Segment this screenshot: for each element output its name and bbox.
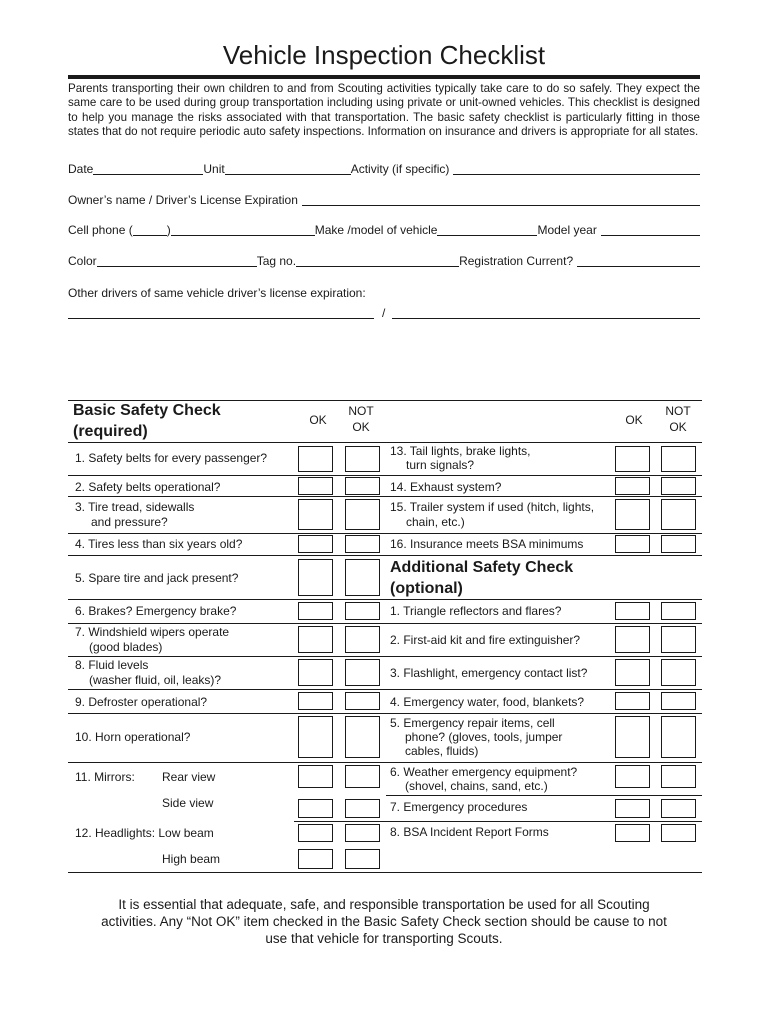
table-rule [68, 713, 702, 714]
tag-field[interactable] [296, 254, 459, 267]
check-item-label: 3. Tire tread, sidewalls [75, 500, 195, 514]
additional-section-subtitle: (optional) [390, 580, 463, 597]
check-item-label: and pressure? [91, 515, 168, 529]
check-item-label: 5. Emergency repair items, cell [390, 716, 555, 730]
right-not-ok-checkbox[interactable] [661, 477, 696, 495]
basic-not-ok-checkbox[interactable] [345, 692, 380, 710]
right-ok-checkbox[interactable] [615, 659, 650, 686]
tag-label: Tag no. [256, 254, 297, 268]
table-rule [68, 762, 702, 763]
basic-ok-checkbox[interactable] [298, 535, 333, 553]
basic-section-title: Basic Safety Check [73, 402, 221, 419]
other-driver-field[interactable] [68, 318, 374, 319]
basic-not-ok-checkbox[interactable] [345, 626, 380, 653]
right-ok-checkbox[interactable] [615, 499, 650, 530]
owner-field[interactable] [302, 193, 700, 206]
table-rule [68, 475, 702, 476]
registration-label: Registration Current? [459, 254, 574, 268]
basic-not-ok-checkbox[interactable] [345, 716, 380, 758]
basic-not-ok-checkbox[interactable] [345, 559, 380, 596]
check-item-label: 7. Emergency procedures [390, 800, 528, 814]
check-item-label: 4. Emergency water, food, blankets? [390, 695, 585, 709]
check-item-label: 6. Brakes? Emergency brake? [75, 604, 237, 618]
unit-field[interactable] [225, 162, 351, 175]
table-rule [68, 656, 702, 657]
check-item-label: 10. Horn operational? [75, 730, 191, 744]
table-rule [68, 689, 702, 690]
right-ok-checkbox[interactable] [615, 765, 650, 788]
color-label: Color [68, 254, 97, 268]
cell-field[interactable] [171, 223, 315, 236]
basic-ok-checkbox[interactable] [298, 499, 333, 530]
check-item-label: phone? (gloves, tools, jumper [405, 730, 563, 744]
table-rule [68, 555, 702, 556]
activity-label: Activity (if specific) [350, 162, 450, 176]
basic-ok-checkbox[interactable] [298, 659, 333, 686]
basic-ok-checkbox[interactable] [298, 626, 333, 653]
check-item-label: 11. Mirrors: [75, 770, 135, 784]
right-ok-checkbox[interactable] [615, 602, 650, 620]
basic-not-ok-checkbox[interactable] [345, 765, 380, 788]
check-item-label: 4. Tires less than six years old? [75, 537, 243, 551]
right-ok-checkbox[interactable] [615, 799, 650, 818]
check-item-label: 15. Trailer system if used (hitch, lights, [390, 500, 595, 514]
form-row-date [68, 160, 700, 176]
make-field[interactable] [437, 223, 537, 236]
check-item-label: 9. Defroster operational? [75, 695, 208, 709]
right-not-ok-checkbox[interactable] [661, 602, 696, 620]
basic-ok-checkbox[interactable] [298, 692, 333, 710]
basic-not-ok-checkbox[interactable] [345, 535, 380, 553]
form-row-color [68, 252, 700, 268]
right-not-ok-checkbox[interactable] [661, 535, 696, 553]
license-expiration-field[interactable] [392, 318, 700, 319]
area-code-field[interactable] [133, 223, 167, 236]
right-not-ok-checkbox[interactable] [661, 716, 696, 758]
check-item-label: 2. Safety belts operational? [75, 480, 221, 494]
date-field[interactable] [93, 162, 203, 175]
not-ok-header: OK [669, 420, 687, 434]
basic-ok-checkbox[interactable] [298, 824, 333, 842]
right-not-ok-checkbox[interactable] [661, 824, 696, 842]
right-ok-checkbox[interactable] [615, 716, 650, 758]
unit-label: Unit [203, 162, 225, 176]
ok-header: OK [309, 413, 327, 427]
check-item-label: 8. BSA Incident Report Forms [390, 825, 549, 839]
table-rule [68, 496, 702, 497]
basic-ok-checkbox[interactable] [298, 849, 333, 869]
form-row-cell [68, 221, 700, 237]
basic-ok-checkbox[interactable] [298, 446, 333, 472]
not-ok-header: NOT [665, 404, 691, 418]
checklist-table [68, 400, 702, 872]
check-item-label: (good blades) [89, 640, 163, 654]
basic-not-ok-checkbox[interactable] [345, 824, 380, 842]
check-item-label: 7. Windshield wipers operate [75, 625, 230, 639]
basic-not-ok-checkbox[interactable] [345, 849, 380, 869]
check-item-label: (shovel, chains, sand, etc.) [405, 779, 548, 793]
additional-section-title: Additional Safety Check [390, 559, 574, 576]
not-ok-header: OK [352, 420, 370, 434]
right-not-ok-checkbox[interactable] [661, 692, 696, 710]
check-item-label: 1. Triangle reflectors and flares? [390, 604, 562, 618]
table-rule [386, 795, 702, 796]
check-item-label: Rear view [162, 770, 216, 784]
check-item-label: 3. Flashlight, emergency contact list? [390, 666, 588, 680]
basic-not-ok-checkbox[interactable] [345, 602, 380, 620]
basic-not-ok-checkbox[interactable] [345, 659, 380, 686]
intro-paragraph: Parents transporting their own children to and from Scouting activities typically take care to do so safely. They expect the same care to be used during group transportation including using private or unit-owned vehicles. This checklist is designed to help you manage the risks associated with that transportation. The basic safety checklist is particularly fitting in those states that do not require periodic auto safety inspections. Information on insurance and drivers is appropriate for all states. [68, 82, 700, 138]
right-not-ok-checkbox[interactable] [661, 659, 696, 686]
owner-label: Owner’s name / Driver’s License Expiration [68, 193, 298, 207]
check-item-label: 14. Exhaust system? [390, 480, 502, 494]
basic-ok-checkbox[interactable] [298, 602, 333, 620]
title-rule [68, 75, 700, 79]
basic-not-ok-checkbox[interactable] [345, 446, 380, 472]
basic-section-subtitle: (required) [73, 423, 148, 440]
check-item-label: (washer fluid, oil, leaks)? [89, 673, 222, 687]
table-rule [68, 599, 702, 600]
make-label: Make /model of vehicle [314, 223, 438, 237]
check-item-label: 1. Safety belts for every passenger? [75, 451, 268, 465]
right-not-ok-checkbox[interactable] [661, 446, 696, 472]
model-year-field[interactable] [601, 223, 700, 236]
model-year-label: Model year [537, 223, 597, 237]
basic-ok-checkbox[interactable] [298, 799, 333, 818]
slash-separator: / [382, 306, 386, 320]
check-item-label: chain, etc.) [406, 515, 465, 529]
check-item-label: High beam [162, 852, 221, 866]
table-rule [68, 442, 702, 443]
right-ok-checkbox[interactable] [615, 626, 650, 653]
table-rule [68, 872, 702, 873]
check-item-label: 12. Headlights: Low beam [75, 826, 214, 840]
ok-header: OK [625, 413, 643, 427]
basic-ok-checkbox[interactable] [298, 559, 333, 596]
right-ok-checkbox[interactable] [615, 535, 650, 553]
basic-not-ok-checkbox[interactable] [345, 499, 380, 530]
page-title: Vehicle Inspection Checklist [222, 40, 546, 70]
check-item-label: 16. Insurance meets BSA minimums [390, 537, 584, 551]
check-item-label: 13. Tail lights, brake lights, [390, 444, 531, 458]
table-rule [68, 533, 702, 534]
right-not-ok-checkbox[interactable] [661, 499, 696, 530]
basic-ok-checkbox[interactable] [298, 765, 333, 788]
check-item-label: 6. Weather emergency equipment? [390, 765, 578, 779]
not-ok-header: NOT [348, 404, 374, 418]
check-item-label: cables, fluids) [405, 744, 479, 758]
table-rule [294, 821, 702, 822]
check-item-label: 8. Fluid levels [75, 658, 149, 672]
check-item-label: Side view [162, 796, 214, 810]
right-ok-checkbox[interactable] [615, 824, 650, 842]
basic-not-ok-checkbox[interactable] [345, 799, 380, 818]
right-not-ok-checkbox[interactable] [661, 626, 696, 653]
form-row-owner [68, 191, 700, 207]
cell-label: Cell phone ( [68, 223, 133, 237]
basic-ok-checkbox[interactable] [298, 477, 333, 495]
check-item-label: 2. First-aid kit and fire extinguisher? [390, 633, 581, 647]
check-item-label: 5. Spare tire and jack present? [75, 571, 239, 585]
activity-field[interactable] [453, 162, 700, 175]
basic-not-ok-checkbox[interactable] [345, 477, 380, 495]
registration-field[interactable] [577, 254, 700, 267]
right-not-ok-checkbox[interactable] [661, 799, 696, 818]
date-label: Date [68, 162, 94, 176]
other-drivers-label: Other drivers of same vehicle driver’s license expiration: [68, 286, 366, 300]
right-ok-checkbox[interactable] [615, 446, 650, 472]
table-rule [68, 623, 702, 624]
right-ok-checkbox[interactable] [615, 477, 650, 495]
right-ok-checkbox[interactable] [615, 692, 650, 710]
right-not-ok-checkbox[interactable] [661, 765, 696, 788]
footer-note: It is essential that adequate, safe, and responsible transportation be used for all Scouting activities. Any “Not OK” item checked in the Basic Safety Check section should be cause to not use that vehicle for transporting Scouts. [101, 897, 667, 946]
basic-ok-checkbox[interactable] [298, 716, 333, 758]
check-item-label: turn signals? [406, 458, 475, 472]
cell-close: ) [166, 223, 171, 237]
color-field[interactable] [97, 254, 257, 267]
